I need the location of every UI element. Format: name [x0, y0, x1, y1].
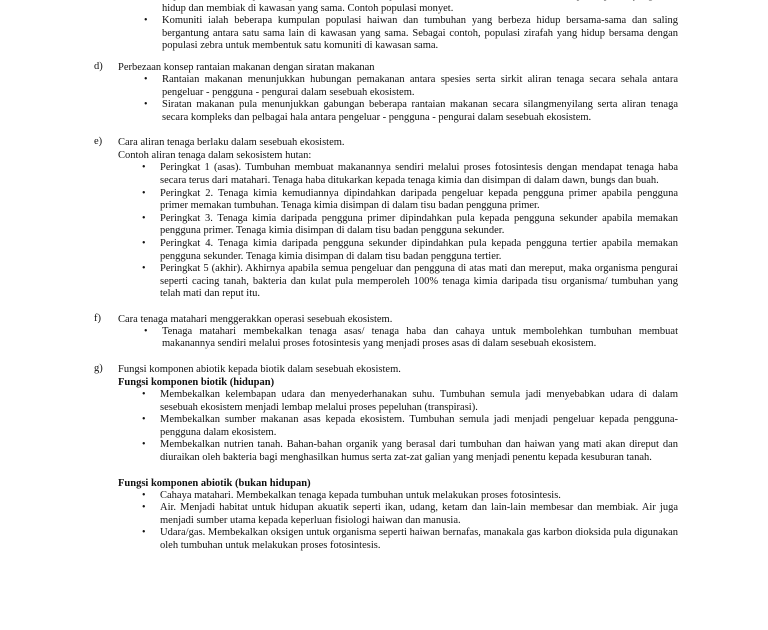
section-marker: g) — [94, 363, 103, 375]
bullet-icon: • — [142, 527, 146, 539]
bullet-icon: • — [142, 162, 146, 174]
bullet-icon: • — [142, 489, 146, 501]
list-item: • Komuniti ialah beberapa kumpulan populasi haiwan dan tumbuhan yang berbeza hidup bersama-sama dan saling bergantung antara satu sama lain di kawasan yang sama. Sebagai contoh, populasi zirafah yang hidup bersama dengan populasi zebra untuk membentuk satu komuniti di kawasan sama. — [144, 15, 678, 52]
list-item: • Air. Menjadi habitat untuk hidupan akuatik seperti ikan, udang, ketam dan lain-lain membesar dan membiak. Air juga menjadi sumber utama kepada keperluan fisiologi haiwan dan manusia. — [142, 502, 678, 526]
section-title: Perbezaan konsep rantaian makanan dengan siratan makanan — [118, 61, 375, 73]
bullet-icon: • — [142, 212, 146, 224]
list-item: • Udara/gas. Membekalkan oksigen untuk organisma seperti haiwan bernafas, manakala gas karbon dioksida pula digunakan oleh tumbuhan untuk melakukan proses fotosintesis. — [142, 527, 678, 551]
bullet-icon: • — [142, 237, 146, 249]
list-item: • Peringkat 2. Tenaga kimia kemudiannya dipindahkan daripada pengeluar kepada pengguna primer apabila pengguna primer memakan tumbuhan. Tenaga kimia disimpan di dalam tisu badan pengguna primer. — [142, 187, 678, 212]
list-item: • Cahaya matahari. Membekalkan tenaga kepada tumbuhan untuk melakukan proses fotosintesis. — [142, 489, 561, 501]
bullet-icon: • — [142, 439, 146, 451]
bullet-icon: • — [142, 263, 146, 275]
section-c — [96, 0, 680, 53]
bullet-icon: • — [142, 414, 146, 426]
section-f — [96, 313, 680, 351]
bullet-icon: • — [142, 502, 146, 514]
section-e — [96, 136, 680, 301]
subheading-biotic: Fungsi komponen biotik (hidupan) — [118, 377, 275, 389]
list-item: • Tenaga matahari membekalkan tenaga asas/ tenaga haba dan cahaya untuk membolehkan tumbuhan membuat makanannya sendiri melalui proses fotosintesis yang menjadi proses asas di dalam sesebuah ekosistem. — [144, 325, 678, 350]
list-item: • Membekalkan sumber makanan asas kepada ekosistem. Tumbuhan semula jadi menjadi pengeluar kepada pengguna-pengguna dalam ekosistem. — [142, 414, 678, 438]
list-item: • Peringkat 5 (akhir). Akhirnya apabila semua pengeluar dan pengguna di atas mati dan mereput, maka organisma pengurai seperti cacing tanah, bakteria dan kulat pula memperoleh 100% tenaga kimia daripada tisu organisma/ tumbuhan yang telah mati dan reput itu. — [142, 263, 678, 300]
bullet-icon: • — [142, 389, 146, 401]
list-item: • Peringkat 3. Tenaga kimia daripada pengguna primer dipindahkan pula kepada pengguna sekunder apabila memakan pengguna primer. Tenaga kimia disimpan di dalam tisu badan pengguna sekunder. — [142, 212, 678, 237]
section-d — [96, 61, 680, 124]
section-marker: f) — [94, 312, 101, 324]
section-title: Cara tenaga matahari menggerakkan operasi sesebuah ekosistem. — [118, 313, 393, 325]
section-title: Cara aliran tenaga berlaku dalam sesebuah ekosistem. — [118, 137, 345, 149]
list-item: • Siratan makanan pula menunjukkan gabungan beberapa rantaian makanan secara silangmenyilang serta aliran tenaga secara kompleks dan pelbagai hala antara pengeluar - pengguna - pengurai dalam sesebuah ekosistem. — [144, 99, 678, 123]
section-marker: d) — [94, 60, 103, 72]
section-g — [96, 363, 680, 553]
section-intro: Contoh aliran tenaga dalam sekosistem hutan: — [118, 150, 312, 162]
bullet-icon: • — [144, 325, 148, 337]
bullet-icon — [144, 0, 148, 3]
subheading-abiotic: Fungsi komponen abiotik (bukan hidupan) — [118, 477, 311, 489]
bullet-icon: • — [142, 187, 146, 199]
list-item: • Membekalkan kelembapan udara dan menyederhanakan suhu. Tumbuhan semula jadi menyebabkan udara di dalam sesebuah ekosistem menjadi lembap melalui proses pepeluhan (transpirasi). — [142, 389, 678, 413]
list-item: • Peringkat 4. Tenaga kimia daripada pengguna sekunder dipindahkan pula kepada pengguna tertier apabila memakan pengguna sekunder. Tenaga kimia disimpan di dalam tisu badan pengguna tertier. — [142, 237, 678, 262]
bullet-icon: • — [144, 15, 148, 27]
list-item: • Rantaian makanan menunjukkan hubungan pemakanan antara spesies serta sirkit aliran tenaga secara sehala antara pengeluar - pengguna - pengurai dalam sesebuah ekosistem. — [144, 73, 678, 98]
section-title: Fungsi komponen abiotik kepada biotik dalam sesebuah ekosistem. — [118, 364, 401, 376]
list-item: • Peringkat 1 (asas). Tumbuhan membuat makanannya sendiri melalui proses fotosintesis dengan mendapat tenaga haba secara terus dari matahari. Tenaga haba ditukarkan kepada tenaga kimia dan disimpan di dalam dawn, bungs dan buah. — [142, 162, 678, 186]
list-item: hidup dan membiak di kawasan yang sama. Contoh populasi monyet. — [162, 0, 680, 15]
section-marker: e) — [94, 136, 103, 148]
bullet-icon: • — [144, 73, 148, 85]
bullet-icon: • — [144, 99, 148, 111]
list-item: • Membekalkan nutrien tanah. Bahan-bahan organik yang berasal dari tumbuhan dan haiwan yang mati akan direput dan diuraikan oleh bakteria bagi menghasilkan humus serta zat-zat galian yang menjadi penentu kepada kesuburan tanah. — [142, 439, 678, 464]
